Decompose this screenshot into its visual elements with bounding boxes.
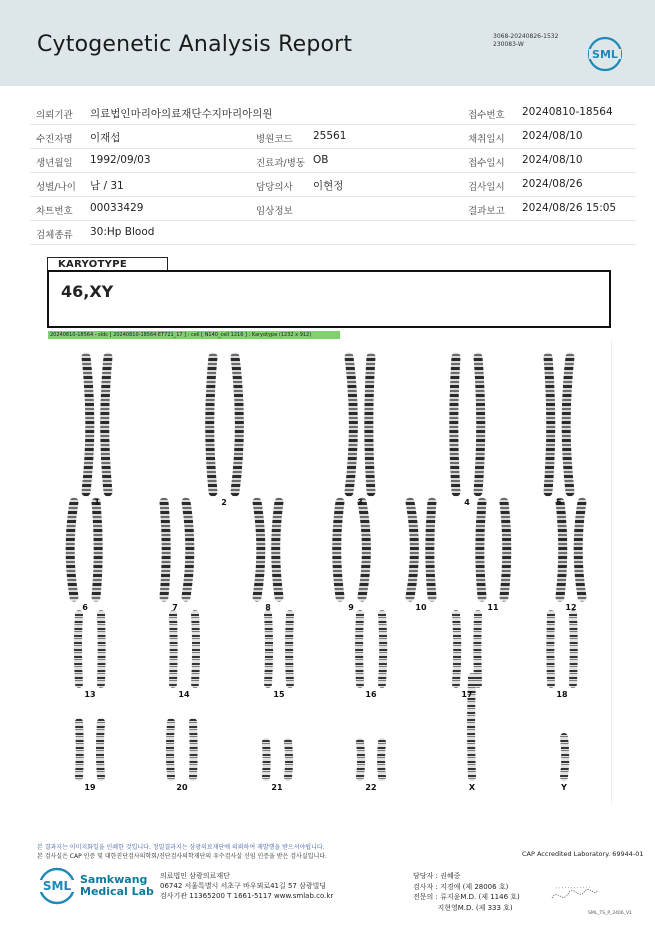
birth-label: 생년월일 (36, 158, 73, 169)
sex-age-value: 남 / 31 (90, 180, 124, 192)
hospital-code-value: 25561 (313, 130, 347, 142)
staff-specialist-2: 지현영M.D. (제 333 호) (413, 903, 513, 912)
karyotype-result: 46,XY (61, 282, 114, 301)
chromosome-14 (173, 614, 174, 684)
chromosome-16 (382, 614, 383, 684)
chromosome-8 (257, 502, 261, 597)
chromosome-label-10: 10 (415, 603, 427, 612)
chromosome-label-15: 15 (273, 690, 285, 699)
samkwang-logo-text: SML (42, 879, 72, 893)
chromosome-label-17: 17 (461, 690, 473, 699)
doctor-value: 이현정 (313, 180, 344, 192)
staff-manager: 담당자 : 권혜중 (413, 872, 461, 880)
chromosome-3 (369, 357, 371, 492)
document-id-line-1: 3068-20240826-1532 (493, 33, 559, 40)
karyogram-image (47, 340, 612, 805)
institution-value: 의료법인마리아의료재단수지마리아의원 (90, 108, 273, 120)
signature-icon (550, 884, 600, 906)
specimen-value: 30:Hp Blood (90, 226, 155, 238)
chromosome-2 (210, 357, 213, 492)
clinical-label: 임상정보 (256, 206, 293, 217)
chromosome-5 (566, 357, 570, 492)
chromosome-7 (164, 502, 166, 597)
birth-value: 1992/09/03 (90, 154, 151, 166)
institution-label: 의뢰기관 (36, 110, 73, 121)
receipt-date-label: 접수일시 (468, 158, 505, 169)
chromosome-label-X: X (468, 783, 476, 792)
chromosome-17 (456, 614, 457, 684)
chromosome-2 (235, 357, 239, 492)
patient-label: 수진자명 (36, 134, 73, 145)
info-row (30, 124, 636, 149)
info-row (30, 100, 636, 125)
karyotype-result-box (47, 270, 611, 328)
report-header (0, 0, 655, 86)
chromosome-11 (480, 502, 482, 597)
exam-date-label: 검사일시 (468, 182, 505, 193)
chromosome-17 (477, 614, 478, 684)
chromosome-16 (359, 614, 360, 684)
chromosome-20 (193, 722, 194, 777)
chart-no-value: 00033429 (90, 202, 144, 214)
exam-date-value: 2024/08/26 (522, 178, 583, 190)
chromosome-6 (70, 502, 74, 597)
chromosome-label-2: 2 (221, 498, 227, 507)
chromosome-3 (349, 357, 353, 492)
doctor-label: 담당의사 (256, 182, 293, 193)
chromosome-label-8: 8 (265, 603, 271, 612)
chromosome-13 (101, 614, 102, 684)
info-row (30, 196, 636, 221)
chromosome-22 (381, 742, 382, 777)
dept-value: OB (313, 154, 329, 166)
sex-age-label: 성별/나이 (36, 182, 76, 193)
chromosome-label-6: 6 (82, 603, 88, 612)
chromosome-10 (430, 502, 432, 597)
report-date-value: 2024/08/26 15:05 (522, 202, 617, 214)
info-row (30, 220, 636, 245)
chart-no-label: 차트번호 (36, 206, 73, 217)
chromosome-18 (573, 614, 574, 684)
staff-specialist-1: 전문의 : 류지윤M.D. (제 1146 호) (413, 893, 520, 901)
hospital-code-label: 병원코드 (256, 134, 293, 145)
chromosome-11 (504, 502, 507, 597)
specimen-label: 검체종류 (36, 230, 73, 241)
chromosome-15 (268, 614, 269, 684)
disclaimer-print: 본 결과지는 이미지화일을 인쇄한 것입니다. 정밀결과지는 삼광의료재단에 의뢰하여 재발행을 받으셔야됩니다. (37, 844, 325, 851)
chromosome-label-Y: Y (561, 783, 567, 792)
collect-date-value: 2024/08/10 (522, 130, 583, 142)
chromosome-label-18: 18 (556, 690, 568, 699)
chromosome-label-4: 4 (464, 498, 470, 507)
chromosome-19 (100, 722, 101, 777)
chromosome-label-12: 12 (565, 603, 577, 612)
chromosome-18 (550, 614, 551, 684)
org-contact: 검사기관 11365200 T 1661-5117 www.smlab.co.kr (160, 892, 334, 900)
chromosome-13 (78, 614, 79, 684)
chromosome-1 (105, 357, 108, 492)
org-address: 06742 서울특별시 서초구 바우뫼로41길 57 삼광빌딩 (160, 882, 327, 890)
receipt-no-value: 20240810-18564 (522, 106, 613, 118)
chromosome-label-5: 5 (556, 498, 562, 507)
chromosome-label-7: 7 (172, 603, 178, 612)
chromosome-6 (96, 502, 98, 597)
info-row (30, 172, 636, 197)
patient-value: 이재섭 (90, 132, 121, 144)
form-version: SML_TS_P_2406_V1 (588, 911, 632, 916)
karyotype-tab: KARYOTYPE (47, 257, 168, 270)
chromosome-22 (360, 742, 361, 777)
disclaimer-accreditation: 본 검사실은 CAP 인증 및 대한진단검사의학회/진단검사의학재단의 우수검사실 신임 인증을 받은 검사실입니다. (37, 853, 327, 860)
staff-examiner: 검사자 : 지경애 (제 28006 호) (413, 882, 509, 891)
chromosome-15 (289, 614, 290, 684)
sml-logo-icon (587, 36, 623, 72)
dept-label: 진료과/병동 (256, 158, 306, 169)
chromosome-20 (170, 722, 171, 777)
brand-line-1: Samkwang (80, 873, 148, 886)
brand-line-2: Medical Lab (80, 885, 154, 898)
chromosome-label-9: 9 (348, 603, 354, 612)
chromosome-5 (548, 357, 551, 492)
footer-address (160, 871, 333, 901)
chromosome-1 (86, 357, 90, 492)
chromosome-4 (454, 357, 456, 492)
chromosome-label-13: 13 (84, 690, 96, 699)
chromosome-label-1: 1 (94, 498, 100, 507)
chromosome-9 (337, 502, 340, 597)
chromosome-label-16: 16 (365, 690, 377, 699)
chromosome-label-22: 22 (365, 783, 377, 792)
chromosome-8 (276, 502, 279, 597)
chromosome-4 (478, 357, 481, 492)
document-id (493, 33, 558, 49)
cap-accreditation: CAP Accredited Laboratory. 69944-01 (522, 850, 644, 858)
chromosome-Y (564, 737, 565, 777)
chromosome-7 (186, 502, 190, 597)
chromosome-10 (410, 502, 414, 597)
chromosome-label-20: 20 (176, 783, 188, 792)
chromosome-label-19: 19 (84, 783, 96, 792)
sml-logo-text: SML (592, 48, 618, 61)
chromosome-label-11: 11 (487, 603, 499, 612)
chromosome-21 (266, 742, 267, 777)
karyogram-image-caption: 20240810-18564 - sldc [ 20240810-18564 ET721_17 ] : cell [ N140_cell 1216 ] : Karyotype (1232 x 912) (48, 331, 340, 339)
receipt-date-value: 2024/08/10 (522, 154, 583, 166)
receipt-no-label: 접수번호 (468, 110, 505, 121)
chromosome-12 (578, 502, 582, 597)
collect-date-label: 채취일시 (468, 134, 505, 145)
chromosome-21 (288, 742, 289, 777)
footer-staff (413, 871, 520, 913)
chromosome-label-14: 14 (178, 690, 190, 699)
samkwang-logo-icon (37, 866, 77, 906)
chromosome-12 (560, 502, 563, 597)
chromosome-9 (362, 502, 366, 597)
report-title: Cytogenetic Analysis Report (37, 32, 353, 57)
chromosome-layer (70, 357, 582, 777)
chromosome-label-3: 3 (357, 498, 363, 507)
brand-name (80, 874, 154, 898)
chromosome-label-21: 21 (271, 783, 283, 792)
karyogram-drawing (47, 340, 611, 805)
document-id-line-2: 230083-W (493, 41, 524, 48)
org-name: 의료법인 삼광의료재단 (160, 872, 230, 880)
report-date-label: 결과보고 (468, 206, 505, 217)
info-row (30, 148, 636, 173)
chromosome-14 (195, 614, 196, 684)
chromosome-19 (79, 722, 80, 777)
